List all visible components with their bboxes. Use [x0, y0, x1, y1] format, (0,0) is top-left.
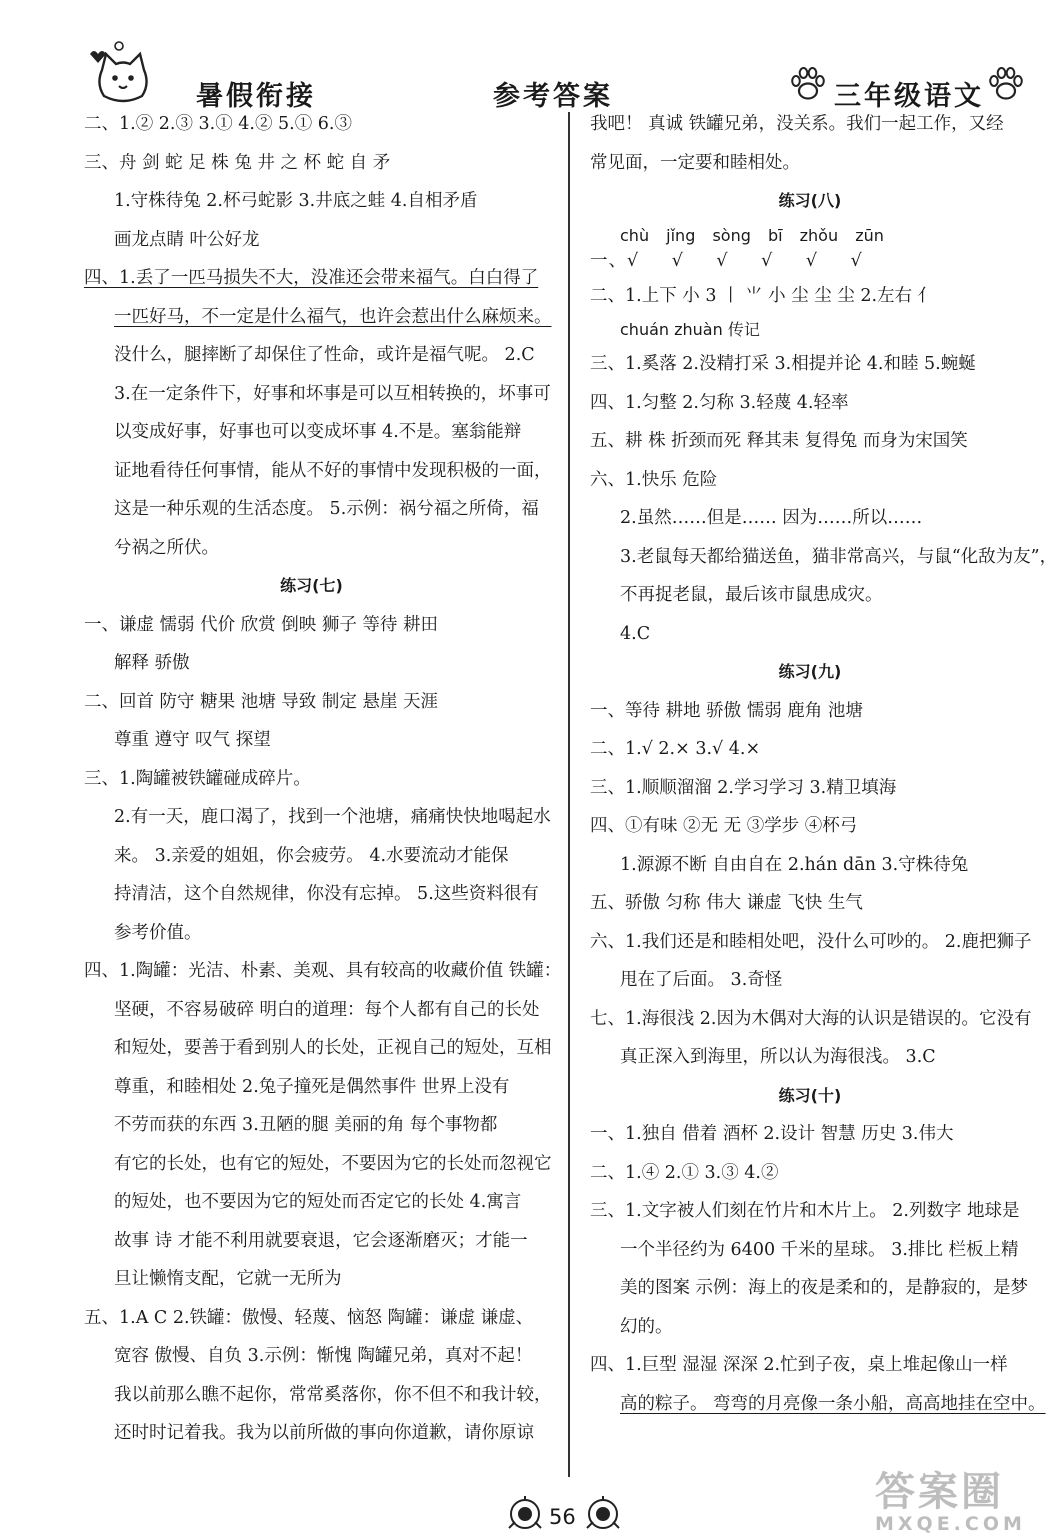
answer-line: 四、1.匀整 2.匀称 3.轻蔑 4.轻率 — [590, 392, 849, 413]
answer-line: 坚硬，不容易破碎 明白的道理：每个人都有自己的长处 — [114, 999, 540, 1020]
section-heading: 练习(十) — [778, 1085, 842, 1105]
page-header — [0, 0, 1058, 112]
answer-line: 常见面，一定要和睦相处。 — [590, 152, 800, 173]
answer-line: 真正深入到海里，所以认为海很浅。 3.C — [620, 1047, 936, 1067]
left-answer-column — [84, 105, 562, 1453]
answer-line: 故事 诗 才能不利用就要衰退，它会逐渐磨灭；才能一 — [114, 1230, 528, 1251]
answer-line: 这是一种乐观的生活态度。 5.示例：祸兮福之所倚，福 — [114, 499, 539, 519]
answer-line: 证地看待任何事情，能从不好的事情中发现积极的一面， — [114, 460, 552, 481]
answer-line: 尊重，和睦相处 2.兔子撞死是偶然事件 世界上没有 — [114, 1076, 510, 1097]
answer-line: 五、耕 株 折颈而死 释其耒 复得兔 而身为宋国笑 — [590, 431, 968, 451]
answer-line: 六、1.我们还是和睦相处吧，没什么可吵的。 2.鹿把狮子 — [590, 931, 1032, 952]
answer-line: 2.有一天，鹿口渴了，找到一个池塘，痛痛快快地喝起水 — [114, 807, 551, 827]
answer-line: 1.守株待兔 2.杯弓蛇影 3.井底之蛙 4.自相矛盾 — [114, 191, 478, 211]
answer-line: 四、1.陶罐：光洁、朴素、美观、具有较高的收藏价值 铁罐： — [84, 961, 562, 981]
answer-line: 解释 骄傲 — [114, 653, 190, 673]
answer-line: 二、1.上下 小 3 ⼁ ⺌ 小 尘 尘 尘 2.左右 亻 — [590, 285, 936, 306]
answer-line: 四、1.巨型 湿湿 深深 2.忙到子夜，桌上堆起像山一样 — [590, 1355, 1008, 1375]
header-answers-title: 参考答案 — [493, 81, 613, 112]
answer-line: 五、1.A C 2.铁罐：傲慢、轻蔑、恼怒 陶罐：谦虚 谦虚、 — [84, 1307, 534, 1328]
watermark-logo — [875, 1470, 1055, 1536]
answer-line: 一、等待 耕地 骄傲 懦弱 鹿角 池塘 — [590, 700, 863, 721]
answer-line: 1.源源不断 自由自在 2.hán dān 3.守株待兔 — [620, 854, 969, 875]
pinyin-line: chuán zhuàn 传记 — [620, 320, 760, 339]
answer-line: 的短处，也不要因为它的短处而否定它的长处 4.寓言 — [114, 1192, 522, 1212]
answer-line: 四、①有味 ②无 无 ③学步 ④杯弓 — [590, 816, 858, 836]
answer-line: 4.C — [620, 623, 651, 644]
answer-line: 有它的长处，也有它的短处，不要因为它的长处而忽视它 — [114, 1153, 552, 1174]
answer-line: 不再捉老鼠，最后该市鼠患成灾。 — [620, 585, 883, 605]
answer-line: 甩在了后面。 3.奇怪 — [620, 970, 783, 990]
answer-line: 兮祸之所伏。 — [114, 537, 219, 558]
answer-line: 三、舟 剑 蛇 足 株 兔 井 之 杯 蛇 自 矛 — [84, 152, 391, 173]
answer-line: 以变成好事，好事也可以变成坏事 4.不是。塞翁能辩 — [114, 422, 522, 442]
underlined-answer-line: 高的粽子。 弯弯的月亮像一条小船，高高地挂在空中。 — [620, 1393, 1046, 1414]
watermark-url: MXQE.COM — [875, 1513, 1026, 1535]
answer-line: 七、1.海很浅 2.因为木偶对大海的认识是错误的。它没有 — [590, 1008, 1032, 1029]
answer-line: 画龙点睛 叶公好龙 — [114, 229, 260, 250]
answer-line: 宽容 傲慢、自负 3.示例：惭愧 陶罐兄弟，真对不起！ — [114, 1346, 533, 1366]
paw-icon — [986, 64, 1026, 104]
answer-line: 二、回首 防守 糖果 池塘 导致 制定 悬崖 天涯 — [84, 691, 438, 712]
answer-line: 还时时记着我。我为以前所做的事向你道歉，请你原谅 — [114, 1423, 534, 1443]
answer-line: 没什么，腿摔断了却保住了性命，或许是福气呢。 2.C — [114, 345, 535, 365]
answer-line: 三、1.文字被人们刻在竹片和木片上。 2.列数字 地球是 — [590, 1201, 1020, 1221]
decorative-badge-icon — [583, 1494, 623, 1534]
page-number: 56 — [549, 1505, 576, 1529]
answer-line: 一个半径约为 6400 千米的星球。 3.排比 栏板上精 — [620, 1239, 1019, 1260]
answer-line: 三、1.顺顺溜溜 2.学习学习 3.精卫填海 — [590, 777, 897, 798]
answer-line: 三、1.陶罐被铁罐碰成碎片。 — [84, 768, 311, 789]
underlined-answer-line: 四、1.丢了一匹马损失不大，没准还会带来福气。白白得了 — [84, 268, 539, 288]
answer-line: 3.在一定条件下，好事和坏事是可以互相转换的，坏事可 — [114, 383, 551, 404]
column-divider — [568, 112, 570, 1477]
answer-line: 我吧！ 真诚 铁罐兄弟，没关系。我们一起工作，又经 — [590, 114, 1004, 134]
answer-line: 二、1.④ 2.① 3.③ 4.② — [590, 1162, 779, 1183]
header-series-title: 暑假衔接 — [196, 81, 316, 112]
answer-line: 3.老鼠每天都给猫送鱼，猫非常高兴，与鼠“化敌为友”， — [620, 546, 1058, 567]
pinyin-line: chù jǐng sòng bī zhǒu zūn — [620, 225, 884, 245]
answer-line: 一、谦虚 懦弱 代价 欣赏 倒映 狮子 等待 耕田 — [84, 614, 438, 635]
right-answer-column — [590, 105, 1058, 1423]
answer-line: 来。 3.亲爱的姐姐，你会疲劳。 4.水要流动才能保 — [114, 845, 509, 866]
section-heading: 练习(八) — [778, 191, 842, 210]
underlined-answer-line: 一匹好马，不一定是什么福气，也许会惹出什么麻烦来。 — [114, 306, 552, 327]
paw-icon — [788, 64, 828, 104]
answer-line: 五、骄傲 匀称 伟大 谦虚 飞快 生气 — [590, 893, 863, 913]
answer-line: 旦让懒惰支配，它就一无所为 — [114, 1269, 342, 1289]
answer-line: 一、1.独自 借着 酒杯 2.设计 智慧 历史 3.伟大 — [590, 1124, 954, 1144]
answer-line: 二、1.② 2.③ 3.① 4.② 5.① 6.③ — [84, 114, 352, 134]
answer-line: 幻的。 — [620, 1316, 673, 1337]
header-grade-subject: 三年级语文 — [834, 81, 984, 112]
decorative-badge-icon — [505, 1494, 545, 1534]
answer-line: 我以前那么瞧不起你，常常奚落你，你不但不和我计较， — [114, 1384, 552, 1405]
answer-line: 尊重 遵守 叹气 探望 — [114, 730, 271, 750]
answer-line: 2.虽然……但是…… 因为……所以…… — [620, 508, 923, 528]
answer-line: 美的图案 示例：海上的夜是柔和的，是静寂的，是梦 — [620, 1278, 1029, 1298]
answer-line: 六、1.快乐 危险 — [590, 469, 718, 490]
section-heading: 练习(九) — [778, 662, 842, 681]
answer-line: 参考价值。 — [114, 922, 202, 943]
answer-line: 不劳而获的东西 3.丑陋的腿 美丽的角 每个事物都 — [114, 1115, 498, 1135]
answer-line: 和短处，要善于看到别人的长处，正视自己的短处，互相 — [114, 1038, 552, 1058]
section-heading: 练习(七) — [280, 576, 343, 595]
checkmark-line: 一、√ √ √ √ √ √ — [590, 250, 863, 271]
answer-line: 持清洁，这个自然规律，你没有忘掉。 5.这些资料很有 — [114, 884, 539, 904]
cartoon-cat-icon — [88, 40, 158, 110]
watermark-text: 答案圈 — [875, 1469, 1004, 1515]
answer-line: 三、1.奚落 2.没精打采 3.相提并论 4.和睦 5.蜿蜒 — [590, 354, 976, 374]
answer-line: 二、1.√ 2.× 3.√ 4.× — [590, 739, 761, 759]
